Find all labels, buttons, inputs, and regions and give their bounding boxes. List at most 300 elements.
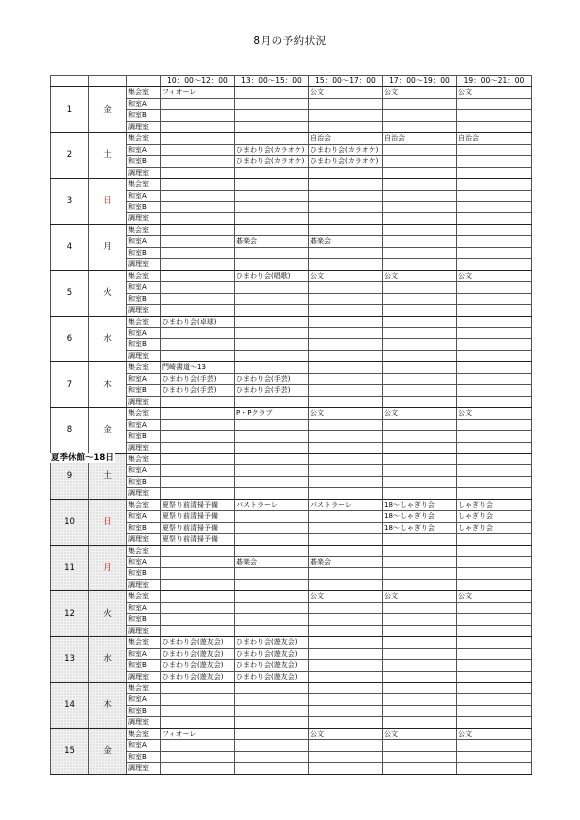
slot-cell — [235, 683, 309, 694]
room-name: 集会室 — [127, 453, 161, 464]
slot-cell — [383, 316, 457, 327]
slot-cell — [161, 213, 235, 224]
weekday: 金 — [89, 408, 127, 454]
slot-cell — [309, 121, 383, 132]
slot-cell — [235, 602, 309, 613]
slot-cell: フィオーレ — [161, 728, 235, 739]
slot-cell: 公文 — [309, 270, 383, 281]
table-row — [51, 591, 532, 602]
slot-cell — [457, 545, 532, 556]
slot-cell — [309, 282, 383, 293]
slot-cell — [235, 728, 309, 739]
slot-cell — [235, 327, 309, 338]
room-name: 和室A — [127, 373, 161, 384]
slot-cell — [161, 705, 235, 716]
header-cell: 19：00～21：00 — [457, 76, 532, 87]
room-name: 調理室 — [127, 213, 161, 224]
slot-cell — [235, 431, 309, 442]
room-name: 和室A — [127, 602, 161, 613]
slot-cell — [161, 476, 235, 487]
slot-cell — [161, 431, 235, 442]
slot-cell — [309, 683, 383, 694]
slot-cell — [235, 568, 309, 579]
day-number: 14 — [51, 683, 89, 729]
slot-cell — [161, 591, 235, 602]
room-name: 和室B — [127, 339, 161, 350]
slot-cell — [383, 339, 457, 350]
table-row — [51, 316, 532, 327]
weekday: 月 — [89, 545, 127, 591]
slot-cell — [383, 660, 457, 671]
slot-cell — [161, 156, 235, 167]
slot-cell — [457, 751, 532, 762]
slot-cell — [161, 419, 235, 430]
slot-cell — [383, 110, 457, 121]
slot-cell — [457, 453, 532, 464]
slot-cell: 自治会 — [457, 133, 532, 144]
slot-cell — [309, 545, 383, 556]
slot-cell — [235, 705, 309, 716]
slot-cell — [161, 751, 235, 762]
slot-cell — [235, 465, 309, 476]
room-name: 和室B — [127, 660, 161, 671]
slot-cell — [309, 431, 383, 442]
room-name: 集会室 — [127, 545, 161, 556]
slot-cell — [383, 694, 457, 705]
slot-cell: 公文 — [383, 591, 457, 602]
weekday: 金 — [89, 728, 127, 774]
slot-cell — [235, 201, 309, 212]
slot-cell — [383, 534, 457, 545]
slot-cell: 公文 — [383, 270, 457, 281]
slot-cell — [383, 385, 457, 396]
page-title: 8月の予約状況 — [253, 35, 327, 47]
header-cell: 13：00～15：00 — [235, 76, 309, 87]
slot-cell — [309, 705, 383, 716]
slot-cell — [457, 625, 532, 636]
slot-cell: ひまわり会(遊友会) — [235, 637, 309, 648]
slot-cell — [457, 740, 532, 751]
slot-cell — [457, 190, 532, 201]
slot-cell — [309, 614, 383, 625]
slot-cell — [457, 305, 532, 316]
slot-cell — [161, 683, 235, 694]
slot-cell — [309, 579, 383, 590]
slot-cell: ひまわり会(カラオケ) — [235, 156, 309, 167]
slot-cell — [161, 167, 235, 178]
slot-cell — [161, 545, 235, 556]
slot-cell — [457, 144, 532, 155]
slot-cell — [161, 121, 235, 132]
slot-cell — [457, 705, 532, 716]
slot-cell: パストラーレ — [309, 499, 383, 510]
weekday: 日 — [89, 179, 127, 225]
room-name: 集会室 — [127, 683, 161, 694]
slot-cell — [383, 717, 457, 728]
slot-cell — [161, 270, 235, 281]
day-number: 11 — [51, 545, 89, 591]
room-name: 和室A — [127, 740, 161, 751]
room-name: 和室A — [127, 236, 161, 247]
slot-cell — [309, 259, 383, 270]
slot-cell: 自治会 — [309, 133, 383, 144]
room-name: 和室A — [127, 98, 161, 109]
slot-cell — [309, 110, 383, 121]
slot-cell — [457, 98, 532, 109]
slot-cell: ひまわり会(カラオケ) — [309, 144, 383, 155]
slot-cell — [309, 442, 383, 453]
slot-cell: ひまわり会(遊友会) — [161, 660, 235, 671]
slot-cell — [383, 373, 457, 384]
slot-cell: 公文 — [457, 270, 532, 281]
slot-cell — [235, 259, 309, 270]
room-name: 和室B — [127, 110, 161, 121]
table-row — [51, 133, 532, 144]
day-number: 13 — [51, 637, 89, 683]
slot-cell — [309, 751, 383, 762]
room-name: 和室A — [127, 144, 161, 155]
slot-cell — [309, 247, 383, 258]
slot-cell — [235, 740, 309, 751]
slot-cell — [235, 442, 309, 453]
room-name: 集会室 — [127, 591, 161, 602]
slot-cell — [309, 419, 383, 430]
slot-cell — [457, 121, 532, 132]
slot-cell — [309, 488, 383, 499]
slot-cell — [457, 648, 532, 659]
room-name: 和室A — [127, 190, 161, 201]
slot-cell: 夏祭り前清掃予備 — [161, 522, 235, 533]
table-row — [51, 270, 532, 281]
slot-cell — [457, 373, 532, 384]
slot-cell — [161, 350, 235, 361]
slot-cell: 夏祭り前清掃予備 — [161, 534, 235, 545]
slot-cell — [161, 579, 235, 590]
slot-cell — [457, 167, 532, 178]
slot-cell — [383, 453, 457, 464]
slot-cell — [235, 522, 309, 533]
slot-cell — [161, 442, 235, 453]
slot-cell — [235, 110, 309, 121]
room-name: 集会室 — [127, 637, 161, 648]
slot-cell — [383, 705, 457, 716]
slot-cell: ひまわり会(遊友会) — [161, 648, 235, 659]
slot-cell: 碁楽会 — [309, 557, 383, 568]
slot-cell — [309, 316, 383, 327]
slot-cell: ひまわり会(カラオケ) — [235, 144, 309, 155]
slot-cell — [161, 717, 235, 728]
slot-cell — [235, 579, 309, 590]
slot-cell — [383, 247, 457, 258]
slot-cell — [161, 602, 235, 613]
room-name: 調理室 — [127, 396, 161, 407]
slot-cell — [161, 465, 235, 476]
room-name: 和室B — [127, 431, 161, 442]
slot-cell — [309, 522, 383, 533]
slot-cell — [309, 350, 383, 361]
slot-cell — [457, 476, 532, 487]
slot-cell: ひまわり会(遊友会) — [161, 637, 235, 648]
slot-cell — [235, 694, 309, 705]
slot-cell — [235, 453, 309, 464]
slot-cell — [235, 488, 309, 499]
slot-cell: 公文 — [383, 87, 457, 98]
slot-cell — [309, 717, 383, 728]
slot-cell — [309, 568, 383, 579]
reservation-table — [50, 75, 532, 775]
slot-cell — [161, 625, 235, 636]
slot-cell — [161, 694, 235, 705]
slot-cell: 公文 — [457, 408, 532, 419]
slot-cell — [383, 144, 457, 155]
slot-cell — [309, 602, 383, 613]
slot-cell — [309, 224, 383, 235]
slot-cell — [235, 224, 309, 235]
slot-cell — [383, 396, 457, 407]
room-name: 調理室 — [127, 488, 161, 499]
room-name: 和室B — [127, 201, 161, 212]
header-cell: 17：00～19：00 — [383, 76, 457, 87]
day-number: 3 — [51, 179, 89, 225]
slot-cell: ひまわり会(遊友会) — [235, 671, 309, 682]
slot-cell: 公文 — [457, 591, 532, 602]
slot-cell — [161, 408, 235, 419]
slot-cell: しゃぎり会 — [457, 522, 532, 533]
slot-cell: ひまわり会(卓球) — [161, 316, 235, 327]
slot-cell — [457, 224, 532, 235]
slot-cell — [457, 419, 532, 430]
slot-cell — [161, 488, 235, 499]
room-name: 調理室 — [127, 625, 161, 636]
slot-cell — [457, 717, 532, 728]
slot-cell — [235, 625, 309, 636]
slot-cell — [457, 282, 532, 293]
room-name: 集会室 — [127, 499, 161, 510]
slot-cell — [383, 190, 457, 201]
slot-cell — [457, 442, 532, 453]
slot-cell — [161, 453, 235, 464]
day-number: 6 — [51, 316, 89, 362]
weekday: 木 — [89, 362, 127, 408]
slot-cell — [309, 637, 383, 648]
slot-cell — [309, 213, 383, 224]
slot-cell — [309, 373, 383, 384]
slot-cell — [161, 98, 235, 109]
slot-cell: 公文 — [309, 728, 383, 739]
slot-cell — [457, 236, 532, 247]
slot-cell — [457, 247, 532, 258]
table-row — [51, 87, 532, 98]
slot-cell: しゃぎり会 — [457, 499, 532, 510]
slot-cell — [309, 671, 383, 682]
slot-cell — [457, 763, 532, 774]
header-cell — [127, 76, 161, 87]
table-row — [51, 453, 532, 464]
day-number: 10 — [51, 499, 89, 545]
slot-cell — [383, 545, 457, 556]
slot-cell — [309, 179, 383, 190]
weekday: 月 — [89, 224, 127, 270]
slot-cell — [457, 385, 532, 396]
slot-cell — [309, 694, 383, 705]
slot-cell — [383, 614, 457, 625]
room-name: 和室A — [127, 282, 161, 293]
slot-cell — [161, 236, 235, 247]
slot-cell — [383, 282, 457, 293]
slot-cell — [235, 534, 309, 545]
slot-cell — [383, 259, 457, 270]
slot-cell: ひまわり会(カラオケ) — [309, 156, 383, 167]
slot-cell — [309, 396, 383, 407]
slot-cell — [235, 121, 309, 132]
slot-cell — [235, 98, 309, 109]
slot-cell — [161, 110, 235, 121]
slot-cell — [235, 511, 309, 522]
slot-cell — [383, 579, 457, 590]
slot-cell — [161, 557, 235, 568]
slot-cell — [309, 201, 383, 212]
day-number: 2 — [51, 133, 89, 179]
header-cell — [89, 76, 127, 87]
slot-cell — [383, 121, 457, 132]
slot-cell — [383, 568, 457, 579]
slot-cell — [383, 419, 457, 430]
slot-cell: 門崎書道～13 — [161, 362, 235, 373]
slot-cell — [457, 614, 532, 625]
slot-cell — [457, 431, 532, 442]
slot-cell — [309, 190, 383, 201]
slot-cell: 18～しゃぎり会 — [383, 499, 457, 510]
slot-cell — [457, 465, 532, 476]
day-number: 1 — [51, 87, 89, 133]
slot-cell — [383, 557, 457, 568]
slot-cell — [383, 305, 457, 316]
slot-cell — [309, 534, 383, 545]
slot-cell — [457, 110, 532, 121]
room-name: 調理室 — [127, 167, 161, 178]
slot-cell: 夏祭り前清掃予備 — [161, 511, 235, 522]
room-name: 調理室 — [127, 350, 161, 361]
slot-cell — [309, 293, 383, 304]
day-number: 7 — [51, 362, 89, 408]
slot-cell — [383, 327, 457, 338]
slot-cell: 自治会 — [383, 133, 457, 144]
slot-cell — [235, 247, 309, 258]
room-name: 集会室 — [127, 179, 161, 190]
slot-cell: 碁楽会 — [235, 236, 309, 247]
slot-cell — [309, 305, 383, 316]
weekday: 日 — [89, 499, 127, 545]
slot-cell — [309, 362, 383, 373]
slot-cell — [457, 259, 532, 270]
slot-cell — [161, 763, 235, 774]
room-name: 和室A — [127, 648, 161, 659]
room-name: 和室B — [127, 385, 161, 396]
room-name: 集会室 — [127, 408, 161, 419]
header-cell: 10：00～12：00 — [161, 76, 235, 87]
room-name: 和室A — [127, 557, 161, 568]
slot-cell — [457, 156, 532, 167]
room-name: 和室A — [127, 694, 161, 705]
room-name: 調理室 — [127, 671, 161, 682]
slot-cell — [457, 694, 532, 705]
weekday: 土 — [89, 133, 127, 179]
slot-cell: パストラーレ — [235, 499, 309, 510]
room-name: 和室A — [127, 465, 161, 476]
slot-cell — [235, 190, 309, 201]
room-name: 和室A — [127, 419, 161, 430]
slot-cell — [235, 362, 309, 373]
slot-cell — [161, 201, 235, 212]
slot-cell — [383, 201, 457, 212]
slot-cell — [457, 179, 532, 190]
slot-cell — [457, 602, 532, 613]
table-row — [51, 637, 532, 648]
slot-cell — [383, 637, 457, 648]
slot-cell — [235, 133, 309, 144]
table-row — [51, 728, 532, 739]
slot-cell — [457, 362, 532, 373]
slot-cell — [161, 396, 235, 407]
slot-cell — [457, 339, 532, 350]
slot-cell — [383, 763, 457, 774]
slot-cell — [383, 442, 457, 453]
room-name: 調理室 — [127, 763, 161, 774]
slot-cell — [383, 156, 457, 167]
day-number: 5 — [51, 270, 89, 316]
day-number: 4 — [51, 224, 89, 270]
slot-cell — [235, 350, 309, 361]
day-number: 12 — [51, 591, 89, 637]
slot-cell — [235, 179, 309, 190]
slot-cell — [235, 751, 309, 762]
room-name: 集会室 — [127, 270, 161, 281]
room-name: 和室A — [127, 327, 161, 338]
slot-cell — [383, 488, 457, 499]
slot-cell — [457, 579, 532, 590]
slot-cell: 18～しゃぎり会 — [383, 511, 457, 522]
slot-cell — [235, 545, 309, 556]
room-name: 和室B — [127, 751, 161, 762]
slot-cell — [161, 327, 235, 338]
slot-cell — [235, 396, 309, 407]
slot-cell — [309, 453, 383, 464]
room-name: 調理室 — [127, 534, 161, 545]
slot-cell: ひまわり会(唱歌) — [235, 270, 309, 281]
room-name: 和室B — [127, 568, 161, 579]
slot-cell — [235, 305, 309, 316]
slot-cell — [161, 293, 235, 304]
closed-notice: 夏季休館～18日 — [51, 453, 114, 464]
room-name: 和室B — [127, 293, 161, 304]
room-name: 和室A — [127, 511, 161, 522]
slot-cell — [457, 557, 532, 568]
slot-cell — [235, 282, 309, 293]
day-number: 15 — [51, 728, 89, 774]
slot-cell — [235, 763, 309, 774]
slot-cell — [235, 213, 309, 224]
slot-cell: 公文 — [457, 87, 532, 98]
slot-cell — [457, 396, 532, 407]
slot-cell — [383, 236, 457, 247]
slot-cell — [235, 476, 309, 487]
slot-cell — [383, 167, 457, 178]
slot-cell: ひまわり会(手芸) — [161, 373, 235, 384]
weekday: 木 — [89, 683, 127, 729]
slot-cell — [309, 511, 383, 522]
slot-cell — [235, 316, 309, 327]
slot-cell: ひまわり会(遊友会) — [235, 660, 309, 671]
